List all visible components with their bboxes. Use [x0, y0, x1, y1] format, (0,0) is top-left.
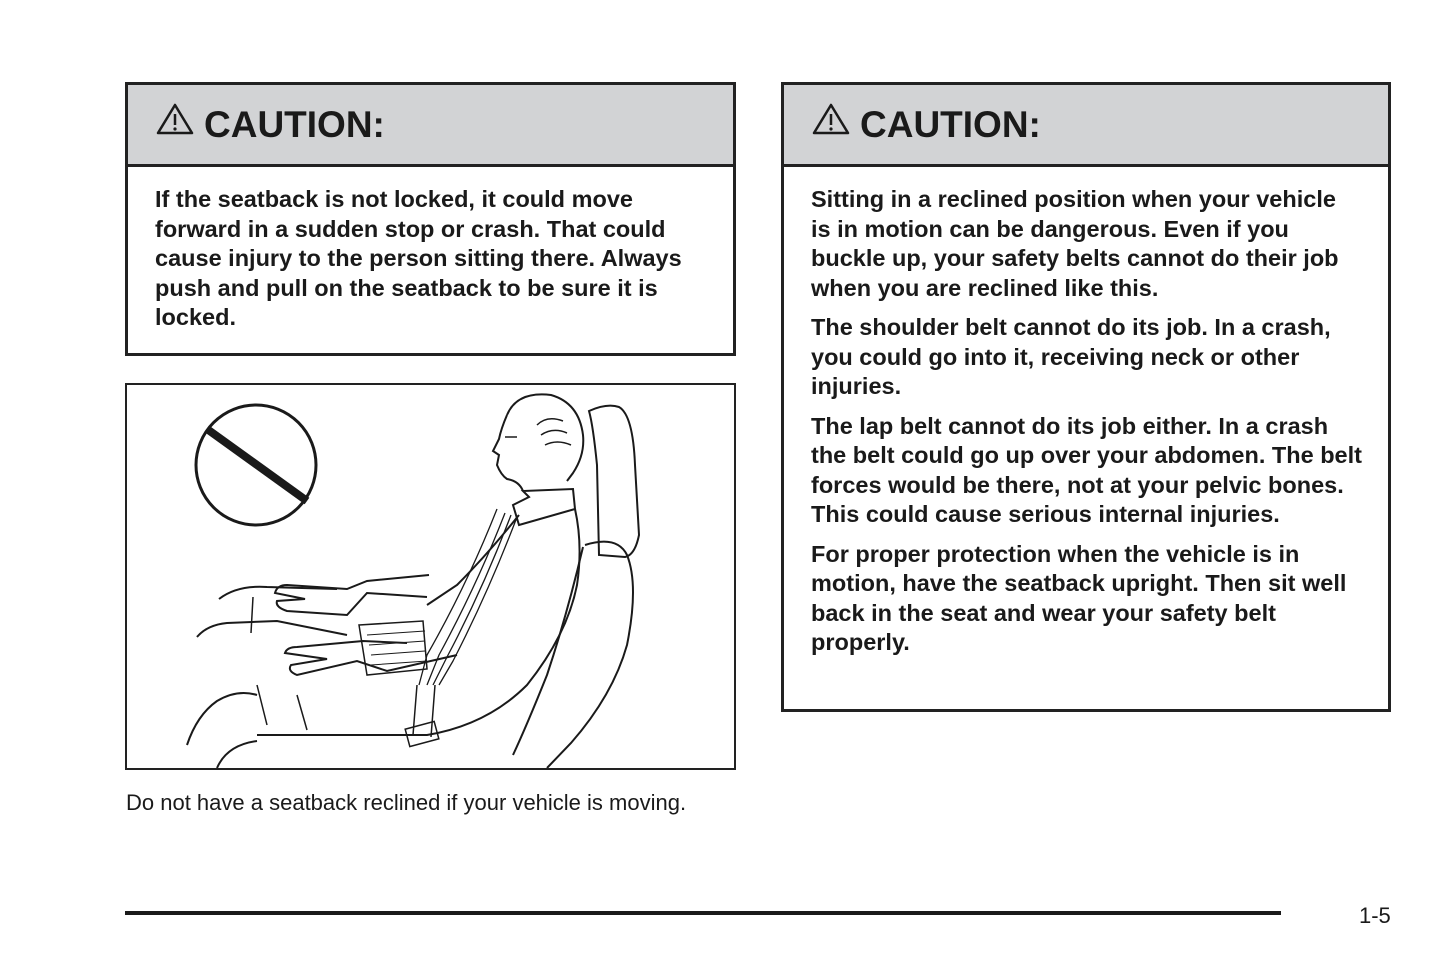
- caution-paragraph: The lap belt cannot do its job either. In a crash the belt could go up over your abdomen. The belt forces would be there, not at your pelvic bones. This could cause serious internal injuries.: [811, 412, 1362, 527]
- caution-box-reclined-position: [781, 82, 1391, 712]
- warning-triangle-icon: [812, 102, 850, 136]
- caution-body: [128, 167, 733, 353]
- caution-paragraph: The shoulder belt cannot do its job. In a crash, you could go into it, receiving neck or other injuries.: [811, 314, 1331, 399]
- caution-body: [784, 167, 1388, 678]
- footer-divider: [125, 911, 1281, 915]
- figure-caption: Do not have a seatback reclined if your vehicle is moving.: [126, 790, 687, 815]
- caution-title: CAUTION:: [204, 103, 385, 145]
- caution-title: CAUTION:: [860, 103, 1041, 145]
- caution-box-seatback-lock: [125, 82, 736, 356]
- warning-triangle-icon: [156, 102, 194, 136]
- reclined-seat-illustration: [125, 383, 736, 770]
- prohibition-icon: [196, 405, 316, 525]
- caution-paragraph: Sitting in a reclined position when your vehicle is in motion can be dangerous. Even if you buckle up, your safety belts cannot do their job when you are reclined like this.: [811, 186, 1339, 301]
- caution-paragraph: If the seatback is not locked, it could move forward in a sudden stop or crash. That could cause injury to the person sitting there. Always push and pull on the seatback to be sure it is locked.: [155, 186, 682, 330]
- caution-paragraph: For proper protection when the vehicle is in motion, have the seatback upright. Then sit well back in the seat and wear your safety belt properly.: [811, 540, 1347, 655]
- illustration-drawing: [127, 385, 734, 768]
- caution-header: [128, 85, 733, 167]
- caution-header: [784, 85, 1388, 167]
- page-number: 1-5: [1359, 903, 1391, 928]
